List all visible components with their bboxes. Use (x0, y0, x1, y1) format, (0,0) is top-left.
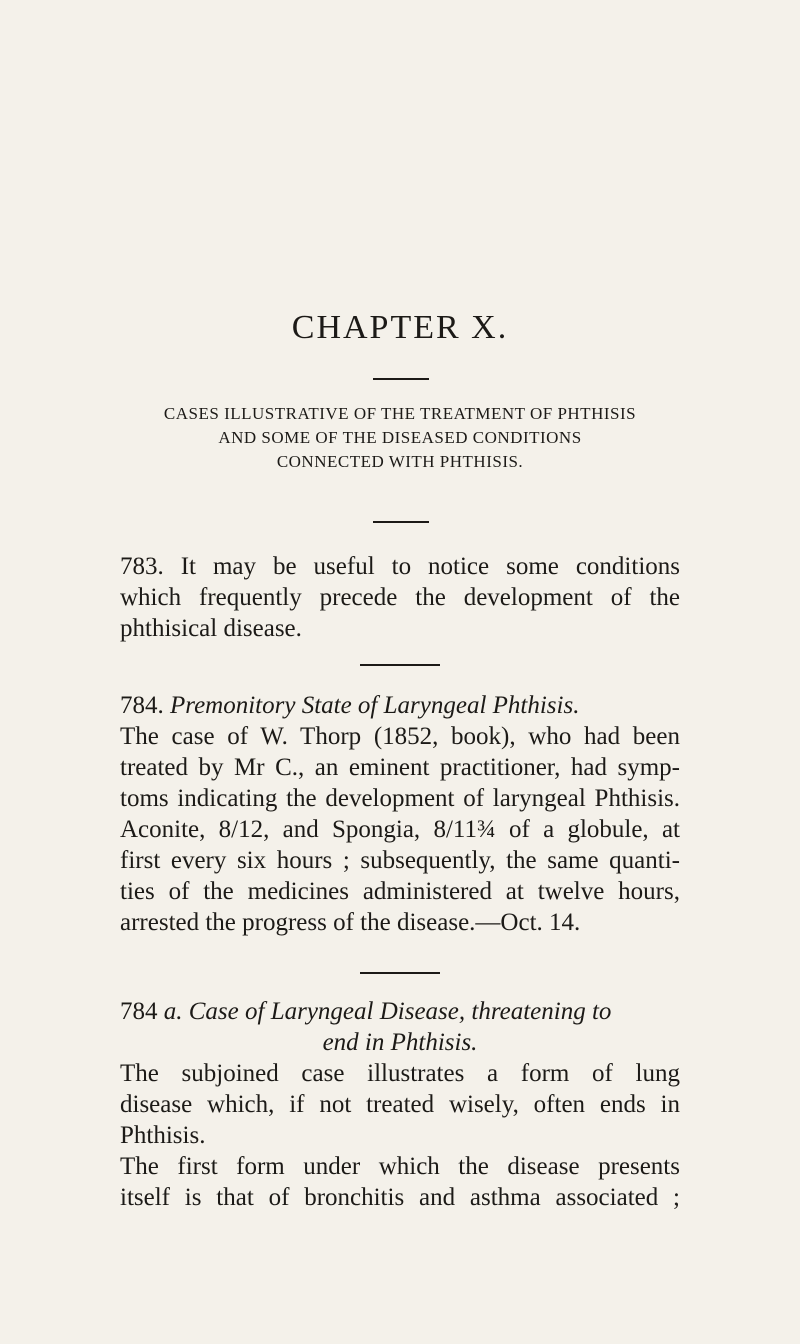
paragraph-784a (120, 996, 680, 1213)
chapter-subtitle (0, 402, 800, 474)
text-line: toms indicating the development of laryngeal Phthisis. (120, 785, 680, 812)
text-line: The subjoined case illustrates a form of lung (120, 1060, 680, 1087)
text-line: phthisical disease. (120, 615, 302, 642)
subtitle-line: AND SOME OF THE DISEASED CONDITIONS (218, 428, 582, 447)
section-heading-784a (120, 996, 680, 1027)
divider-rule-4 (360, 972, 440, 974)
text-line: treated by Mr C., an eminent practitioner, had symp- (120, 754, 680, 781)
text-line: The first form under which the disease presents (120, 1153, 680, 1180)
text-line: itself is that of bronchitis and asthma associated ; (120, 1184, 680, 1211)
divider-rule-2 (373, 521, 429, 523)
divider-rule-1 (373, 378, 429, 380)
divider-rule-3 (360, 664, 440, 666)
section-heading-784 (120, 690, 680, 721)
section-title: Case of Laryngeal Disease, (188, 998, 466, 1025)
subtitle-line: CASES ILLUSTRATIVE OF THE TREATMENT OF PHTHISIS (163, 404, 637, 423)
text-line: first every six hours ; subsequently, the same quanti- (120, 847, 680, 874)
paragraph-784 (120, 690, 680, 938)
section-title: Premonitory State of Laryngeal Phthisis. (170, 692, 580, 719)
text-line: Phthisis. (120, 1122, 206, 1149)
section-title-cont: end in Phthisis. (322, 1029, 478, 1056)
text-line: 783. It may be useful to notice some conditions (120, 553, 680, 580)
text-line: Aconite, 8/12, and Spongia, 8/11¾ of a globule, at (120, 816, 680, 843)
section-heading-784a-cont (120, 1027, 680, 1058)
section-title-tail: threatening to (471, 998, 612, 1025)
text-line: arrested the progress of the disease.—Oct. 14. (120, 909, 581, 936)
chapter-title: CHAPTER X. (291, 309, 509, 346)
text-line: which frequently precede the development of the (120, 584, 680, 611)
text-line: ties of the medicines administered at twelve hours, (120, 878, 680, 905)
section-number: 784 (120, 998, 158, 1025)
text-line: disease which, if not treated wisely, often ends in (120, 1091, 680, 1118)
section-letter: a. (163, 998, 183, 1025)
text-line: The case of W. Thorp (1852, book), who had been (120, 723, 680, 750)
section-number: 784. (120, 692, 164, 719)
paragraph-783 (120, 551, 680, 644)
subtitle-line: CONNECTED WITH PHTHISIS. (276, 452, 524, 471)
